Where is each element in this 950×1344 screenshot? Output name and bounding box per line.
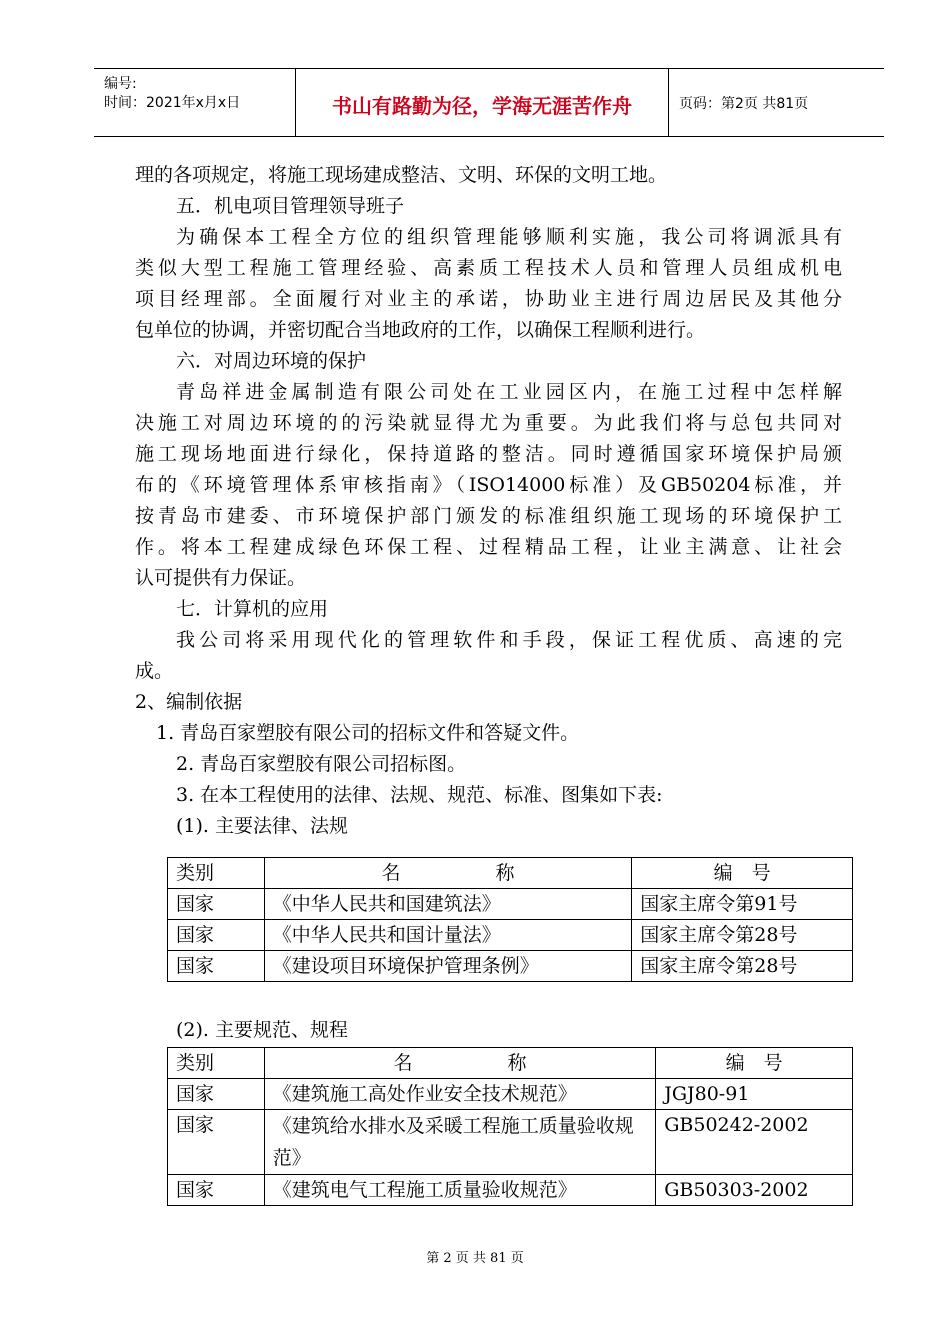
header-cell: 名 称 xyxy=(264,1048,656,1079)
table-cell: 《建设项目环境保护管理条例》 xyxy=(264,951,632,982)
paragraph-line: 决施工对周边环境的的污染就显得尤为重要。为此我们将与总包共同对 xyxy=(135,412,842,434)
table-cell: 《建筑给水排水及采暖工程施工质量验收规范》 xyxy=(264,1110,656,1175)
table-cell: GB50303-2002 xyxy=(656,1175,853,1206)
document-time-label: 时间：2021年x月x日 xyxy=(104,95,241,111)
paragraph-line: 为确保本工程全方位的组织管理能够顺利实施，我公司将调派具有 xyxy=(176,226,842,248)
paragraph-line: 作。将本工程建成绿色环保工程、过程精品工程，让业主满意、让社会 xyxy=(135,536,842,558)
paragraph-line: 施工现场地面进行绿化，保持道路的整洁。同时遵循国家环境保护局颁 xyxy=(135,443,842,465)
table-cell: 国家主席令第91号 xyxy=(632,889,853,920)
table-cell: 国家 xyxy=(168,920,265,951)
header-motto-cell xyxy=(296,69,669,136)
paragraph-line: 认可提供有力保证。 xyxy=(135,567,307,589)
table-row xyxy=(168,951,853,982)
header-cell: 名 称 xyxy=(264,858,632,889)
section-heading: 五．机电项目管理领导班子 xyxy=(176,195,405,217)
header-motto: 书山有路勤为径，学海无涯苦作舟 xyxy=(332,94,632,118)
paragraph-line: 青岛祥进金属制造有限公司处在工业园区内，在施工过程中怎样解 xyxy=(176,381,842,403)
table-header-row xyxy=(168,1048,853,1079)
header-page-cell xyxy=(669,69,884,136)
document-number-label: 编号: xyxy=(104,76,137,92)
paragraph-line: 理的各项规定，将施工现场建成整洁、文明、环保的文明工地。 xyxy=(135,164,668,186)
header-cell: 编 号 xyxy=(656,1048,853,1079)
paragraph-line: 项目经理部。全面履行对业主的承诺，协助业主进行周边居民及其他分 xyxy=(135,288,842,310)
page-footer: 第 2 页 共 81 页 xyxy=(426,1251,524,1266)
table-cell: 《建筑电气工程施工质量验收规范》 xyxy=(264,1175,656,1206)
table-cell: 国家主席令第28号 xyxy=(632,951,853,982)
section-heading: 2、编制依据 xyxy=(135,691,243,713)
list-item: 1. 青岛百家塑胶有限公司的招标文件和答疑文件。 xyxy=(156,722,580,744)
paragraph-line: 按青岛市建委、市环境保护部门颁发的标准组织施工现场的环境保护工 xyxy=(135,505,842,527)
paragraph-line: 我公司将采用现代化的管理软件和手段，保证工程优质、高速的完 xyxy=(176,629,842,651)
table-cell: 国家 xyxy=(168,1110,265,1175)
section-heading: 六．对周边环境的保护 xyxy=(176,350,367,372)
list-item: 3. 在本工程使用的法律、法规、规范、标准、图集如下表: xyxy=(176,784,663,806)
table-row xyxy=(168,1175,853,1206)
paragraph-line: 类似大型工程施工管理经验、高素质工程技术人员和管理人员组成机电 xyxy=(135,257,842,279)
paragraph-line: 成。 xyxy=(135,660,174,682)
laws-table xyxy=(167,857,853,982)
page-header xyxy=(94,68,884,137)
header-meta-cell xyxy=(94,69,296,136)
header-cell: 类别 xyxy=(168,858,265,889)
table-cell: 《建筑施工高处作业安全技术规范》 xyxy=(264,1079,656,1110)
table-header-row xyxy=(168,858,853,889)
header-cell: 编 号 xyxy=(632,858,853,889)
header-cell: 类别 xyxy=(168,1048,265,1079)
paragraph-line: 布的《环境管理体系审核指南》（ISO14000标准）及GB50204标准，并 xyxy=(135,474,842,496)
table-cell: 《中华人民共和国计量法》 xyxy=(264,920,632,951)
table-cell: GB50242-2002 xyxy=(656,1110,853,1175)
table-caption: (1). 主要法律、法规 xyxy=(176,815,348,837)
table-row xyxy=(168,1079,853,1110)
table-cell: 国家 xyxy=(168,1079,265,1110)
table-caption: (2). 主要规范、规程 xyxy=(176,1019,348,1041)
table-row xyxy=(168,920,853,951)
standards-table xyxy=(167,1047,853,1206)
list-item: 2. 青岛百家塑胶有限公司招标图。 xyxy=(176,753,467,775)
table-cell: 国家主席令第28号 xyxy=(632,920,853,951)
table-cell: 国家 xyxy=(168,951,265,982)
paragraph-line: 包单位的协调，并密切配合当地政府的工作，以确保工程顺利进行。 xyxy=(135,319,706,341)
table-cell: 国家 xyxy=(168,1175,265,1206)
table-cell: JGJ80-91 xyxy=(656,1079,853,1110)
table-row xyxy=(168,889,853,920)
section-heading: 七．计算机的应用 xyxy=(176,598,329,620)
table-cell: 《中华人民共和国建筑法》 xyxy=(264,889,632,920)
header-page-number: 页码：第2页 共81页 xyxy=(679,96,809,112)
table-row xyxy=(168,1110,853,1175)
table-cell: 国家 xyxy=(168,889,265,920)
